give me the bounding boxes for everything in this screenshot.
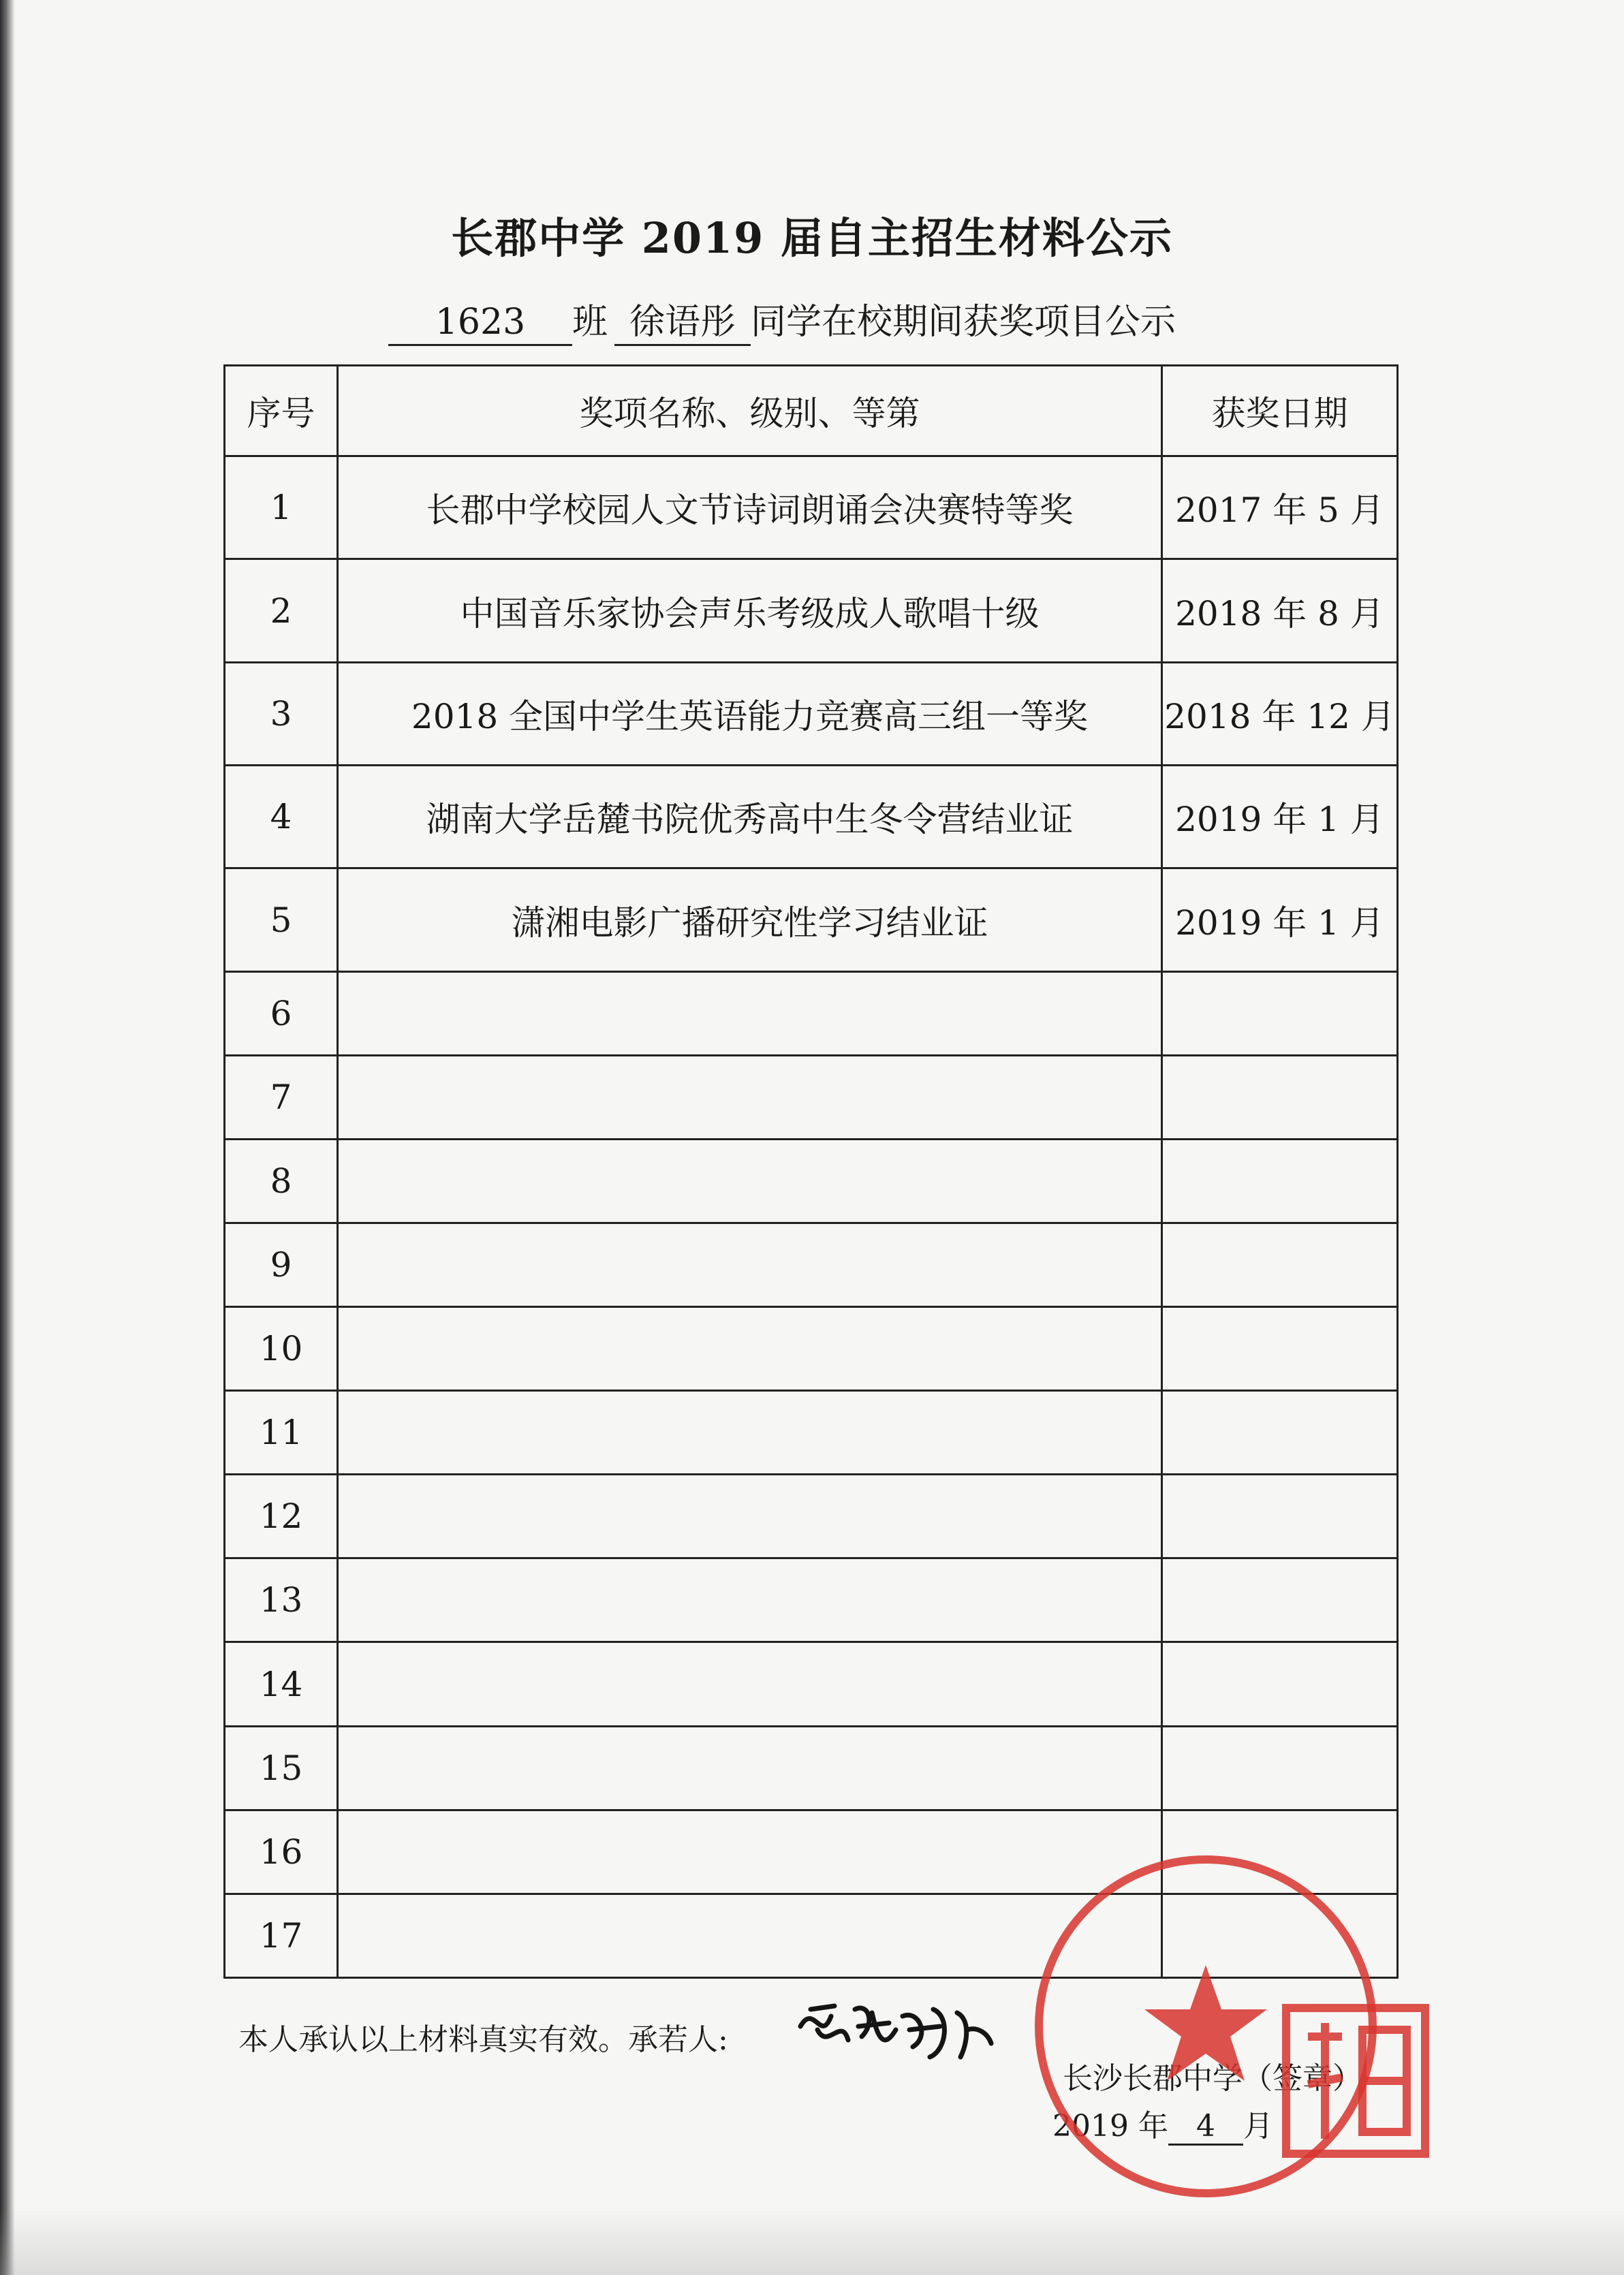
award-name (338, 1558, 1162, 1642)
school-signature-line: 长沙长郡中学（签章） (1063, 2061, 1362, 2096)
header-date: 获奖日期 (1162, 366, 1398, 456)
award-date (1162, 1642, 1398, 1726)
class-suffix: 班 (572, 302, 608, 343)
table-row (225, 1726, 1398, 1810)
award-date: 2017 年 5 月 (1162, 456, 1398, 559)
award-name (338, 1726, 1162, 1810)
table-header-row (225, 366, 1398, 456)
row-number: 15 (225, 1726, 338, 1810)
table-row (225, 868, 1398, 971)
approval-stamp-icon (1281, 2003, 1431, 2159)
award-name: 潇湘电影广播研究性学习结业证 (338, 868, 1162, 971)
row-number: 14 (225, 1642, 338, 1726)
sign-date-month-suffix: 月 (1243, 2109, 1273, 2144)
table-row (225, 1391, 1398, 1475)
row-number: 16 (225, 1810, 338, 1894)
award-name: 湖南大学岳麓书院优秀高中生冬令营结业证 (338, 766, 1162, 868)
table-row (225, 1307, 1398, 1391)
row-number: 10 (225, 1307, 338, 1391)
award-date (1162, 1726, 1398, 1810)
award-date: 2018 年 12 月 (1162, 662, 1398, 765)
scan-shadow (0, 2207, 1624, 2275)
row-number: 7 (225, 1055, 338, 1139)
table-row (225, 1139, 1398, 1223)
row-number: 17 (225, 1894, 338, 1977)
sign-date-month: 4 (1168, 2109, 1243, 2146)
handwritten-signature (794, 1989, 998, 2064)
subtitle-rest: 同学在校期间获奖项目公示 (751, 302, 1176, 343)
award-name (338, 1475, 1162, 1558)
row-number: 12 (225, 1475, 338, 1558)
award-name (338, 1642, 1162, 1726)
award-date (1162, 1139, 1398, 1223)
student-name: 徐语彤 (614, 300, 751, 346)
document-title: 长郡中学 2019 届自主招生材料公示 (451, 213, 1173, 263)
row-number: 3 (225, 662, 338, 765)
award-date (1162, 1223, 1398, 1307)
table-row (225, 1558, 1398, 1642)
award-name: 2018 全国中学生英语能力竞赛高三组一等奖 (338, 662, 1162, 765)
award-date (1162, 1475, 1398, 1558)
row-number: 5 (225, 868, 338, 971)
award-name (338, 971, 1162, 1055)
table-row (225, 1055, 1398, 1139)
award-name (338, 1139, 1162, 1223)
row-number: 11 (225, 1391, 338, 1475)
award-date (1162, 971, 1398, 1055)
pledge-statement: 本人承认以上材料真实有效。承若人: (238, 2022, 728, 2057)
award-date (1162, 1391, 1398, 1475)
table-row (225, 766, 1398, 868)
awards-table (223, 364, 1399, 1979)
award-name (338, 1307, 1162, 1391)
award-name (338, 1223, 1162, 1307)
scan-edge (0, 0, 15, 2275)
row-number: 13 (225, 1558, 338, 1642)
award-name: 中国音乐家协会声乐考级成人歌唱十级 (338, 559, 1162, 662)
header-award: 奖项名称、级别、等第 (338, 366, 1162, 456)
row-number: 9 (225, 1223, 338, 1307)
document-subtitle (388, 293, 1176, 347)
row-number: 1 (225, 456, 338, 559)
table-row (225, 971, 1398, 1055)
row-number: 6 (225, 971, 338, 1055)
table-row (225, 1223, 1398, 1307)
row-number: 8 (225, 1139, 338, 1223)
row-number: 4 (225, 766, 338, 868)
award-name (338, 1055, 1162, 1139)
award-date: 2019 年 1 月 (1162, 868, 1398, 971)
class-number: 1623 (388, 300, 572, 346)
award-date (1162, 1055, 1398, 1139)
award-date: 2019 年 1 月 (1162, 766, 1398, 868)
award-name: 长郡中学校园人文节诗词朗诵会决赛特等奖 (338, 456, 1162, 559)
award-date (1162, 1307, 1398, 1391)
table-row (225, 559, 1398, 662)
row-number: 2 (225, 559, 338, 662)
table-row (225, 662, 1398, 765)
award-date: 2018 年 8 月 (1162, 559, 1398, 662)
sign-date-year: 2019 年 (1052, 2109, 1168, 2144)
table-row (225, 456, 1398, 559)
header-no: 序号 (225, 366, 338, 456)
table-row (225, 1642, 1398, 1726)
table-row (225, 1475, 1398, 1558)
award-name (338, 1391, 1162, 1475)
award-date (1162, 1558, 1398, 1642)
